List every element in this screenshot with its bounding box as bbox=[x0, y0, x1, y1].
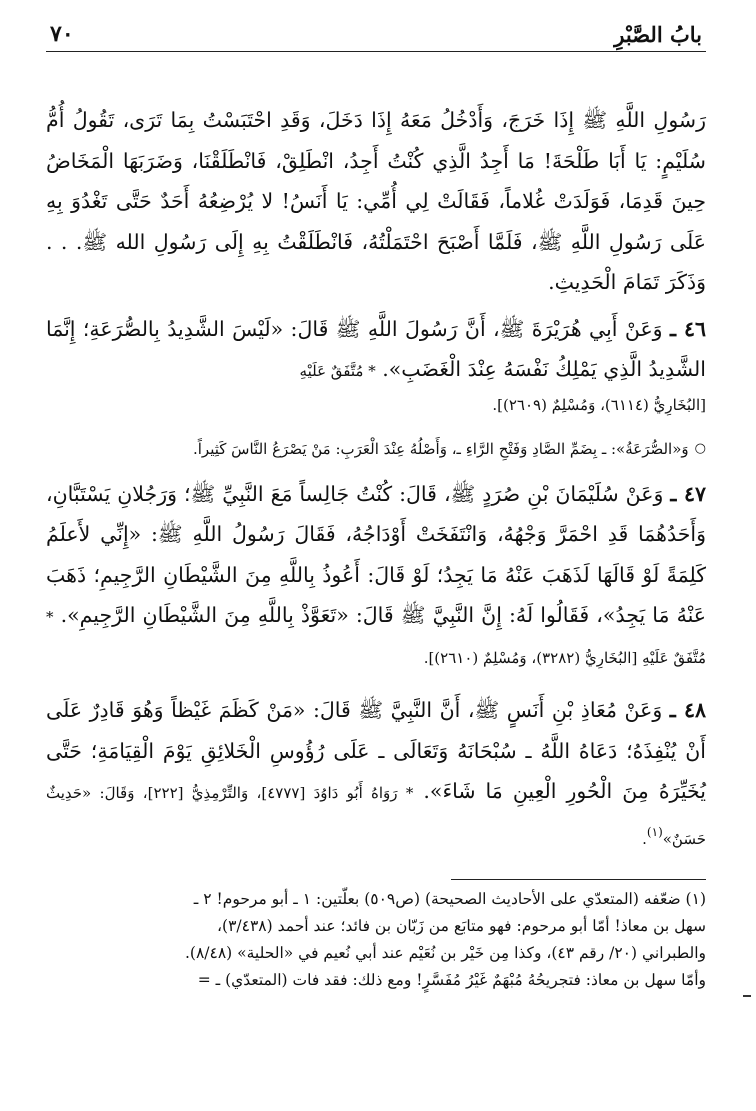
hadith-source: * مُتَّفَقٌ عَلَيْهِ bbox=[299, 362, 376, 380]
hadith-text: وَعَنْ مُعَاذِ بْنِ أَنَسٍ ﷺ، أَنَّ النَّبِيَّ ﷺ قَالَ: «مَنْ كَظَمَ غَيْظاً وَهُوَ قَادِرٌ عَلَى أَنْ يُنْفِذَهُ؛ دَعَاهُ اللَّهُ ـ سُبْحَانَهُ وَتَعَالَى ـ عَلَى رُؤُوسِ الْخَلائِقِ يَوْمَ الْقِيَامَةِ؛ حَتَّى يُخَيِّرَهُ مِنَ الْحُورِ الْعِينِ مَا شَاءَ». bbox=[46, 698, 706, 803]
hadith-48 bbox=[46, 690, 706, 857]
hadith-text: وَعَنْ أَبِي هُرَيْرَةَ ﷺ، أَنَّ رَسُولَ اللَّهِ ﷺ قَالَ: «لَيْسَ الشَّدِيدُ بِالصُّرَعَةِ؛ إِنَّمَا الشَّدِيدُ الَّذِي يَمْلِكُ نَفْسَهُ عِنْدَ الْغَضَبِ». bbox=[46, 316, 706, 381]
page-header bbox=[46, 14, 706, 52]
footnote-line: والطبراني (٢٠/ رقم ٤٣)، وكذا مِن خَيْر بن نُعَيْم عند أبي نُعيم في «الحلية» (٨/٤٨). bbox=[184, 943, 706, 962]
hadith-text: وَعَنْ سُلَيْمَانَ بْنِ صُرَدٍ ﷺ، قَالَ: كُنْتُ جَالِساً مَعَ النَّبِيِّ ﷺ؛ وَرَجُلانِ يَسْتَبَّانِ، وَأَحَدُهُمَا قَدِ احْمَرَّ وَجْهُهُ، وَانْتَفَخَتْ أَوْدَاجُهُ، فَقَالَ رَسُولُ اللَّهِ ﷺ: «إِنِّي لأَعلَمُ كَلِمَةً لَوْ قَالَهَا لَذَهَبَ عَنْهُ مَا يَجِدُ؛ لَوْ قَالَ: أَعُوذُ بِاللَّهِ مِنَ الشَّيْطَانِ الرَّجِيمِ؛ ذَهَبَ عَنْهُ مَا يَجِدُ»، فَقَالُوا لَهُ: إِنَّ النَّبِيَّ ﷺ قَالَ: «تَعَوَّذْ بِاللَّهِ مِنَ الشَّيْطَانِ الرَّجِيمِ». bbox=[46, 481, 706, 627]
book-page bbox=[46, 14, 706, 1104]
hadith-46 bbox=[46, 309, 706, 390]
hadith-number: ٤٦ ـ bbox=[669, 316, 706, 341]
footnote-line: وأمّا سهل بن معاذ: فتجريحُهُ مُبْهَمٌ غَيْرُ مُفَسَّرٍ! ومع ذلك: فقد فات (المتعدّي) ـ = bbox=[197, 970, 706, 989]
note-bullet-icon: ○ bbox=[694, 440, 706, 456]
footnote-line: (١) ضعّفه (المتعدّي على الأحاديث الصحيحة) (ص٥٠٩) بعلّتين: ١ ـ أبو مرحوم! ٢ ـ bbox=[193, 889, 706, 908]
explanatory-note bbox=[46, 434, 706, 464]
hadith-source: * مُتَّفَقٌ عَلَيْهِ [البُخَارِيُّ (٣٢٨٢)، وَمُسْلِمٌ (٢٦١٠)]. bbox=[46, 608, 706, 667]
footnote-divider bbox=[451, 879, 706, 880]
hadith-source: * رَوَاهُ أَبُو دَاوُدَ [٤٧٧٧]، وَالتِّرْمِذِيُّ [٢٢٢]، وَقَالَ: «حَدِيثٌ حَسَنٌ» bbox=[46, 784, 706, 848]
note-text: وَ«الصُّرَعَةُ»: ـ بِضَمِّ الصَّادِ وَفَتْحِ الرَّاءِ ـ، وَأَصْلُهُ عِنْدَ الْعَرَبِ: مَنْ يَصْرَعُ النَّاسَ كَثِيراً. bbox=[193, 439, 689, 458]
hadith-47 bbox=[46, 474, 706, 677]
hadith-number: ٤٨ ـ bbox=[669, 698, 706, 722]
chapter-title: بابُ الصَّبْرِ bbox=[614, 22, 702, 47]
footnote-line: سهل بن معاذ! أمّا أبو مرحوم: فهو متابَع من زَبّان بن فائد؛ عند أحمد (٣/٤٣٨)، bbox=[217, 916, 706, 935]
hadith-number: ٤٧ ـ bbox=[670, 481, 706, 506]
hadith-end: . bbox=[642, 829, 647, 848]
main-text bbox=[46, 100, 706, 857]
footnote-marker: (١) bbox=[646, 824, 663, 839]
hadith-continuation: رَسُولِ اللَّهِ ﷺ إِذَا خَرَجَ، وَأَدْخُلُ مَعَهُ إِذَا دَخَلَ، وَقَدِ احْتَبَسْتُ بِمَا تَرَى، تَقُولُ أُمُّ سُلَيْمٍ: يَا أَبَا طَلْحَةَ! مَا أَجِدُ الَّذِي كُنْتُ أَجِدُ، انْطَلِقْ، فَانْطَلَقْنَا، وَضَرَبَهَا الْمَخَاضُ حِينَ قَدِمَا، فَوَلَدَتْ غُلاماً، فَقَالَتْ لِي أُمِّي: يَا أَنَسُ! لا يُرْضِعُهُ أَحَدٌ حَتَّى تَغْدُوَ بِهِ عَلَى رَسُولِ اللَّهِ ﷺ، فَلَمَّا أَصْبَحَ احْتَمَلْتُهُ، فَانْطَلَقْتُ بِهِ إِلَى رَسُولِ الله ﷺ. . . وَذَكَرَ تَمَامَ الْحَدِيثِ. bbox=[46, 108, 706, 294]
margin-mark bbox=[743, 995, 751, 997]
footnotes bbox=[46, 886, 706, 994]
hadith-46-source: [البُخَارِيُّ (٦١١٤)، وَمُسْلِمٌ (٢٦٠٩)]. bbox=[492, 395, 706, 414]
page-number: ٧٠ bbox=[50, 21, 74, 47]
